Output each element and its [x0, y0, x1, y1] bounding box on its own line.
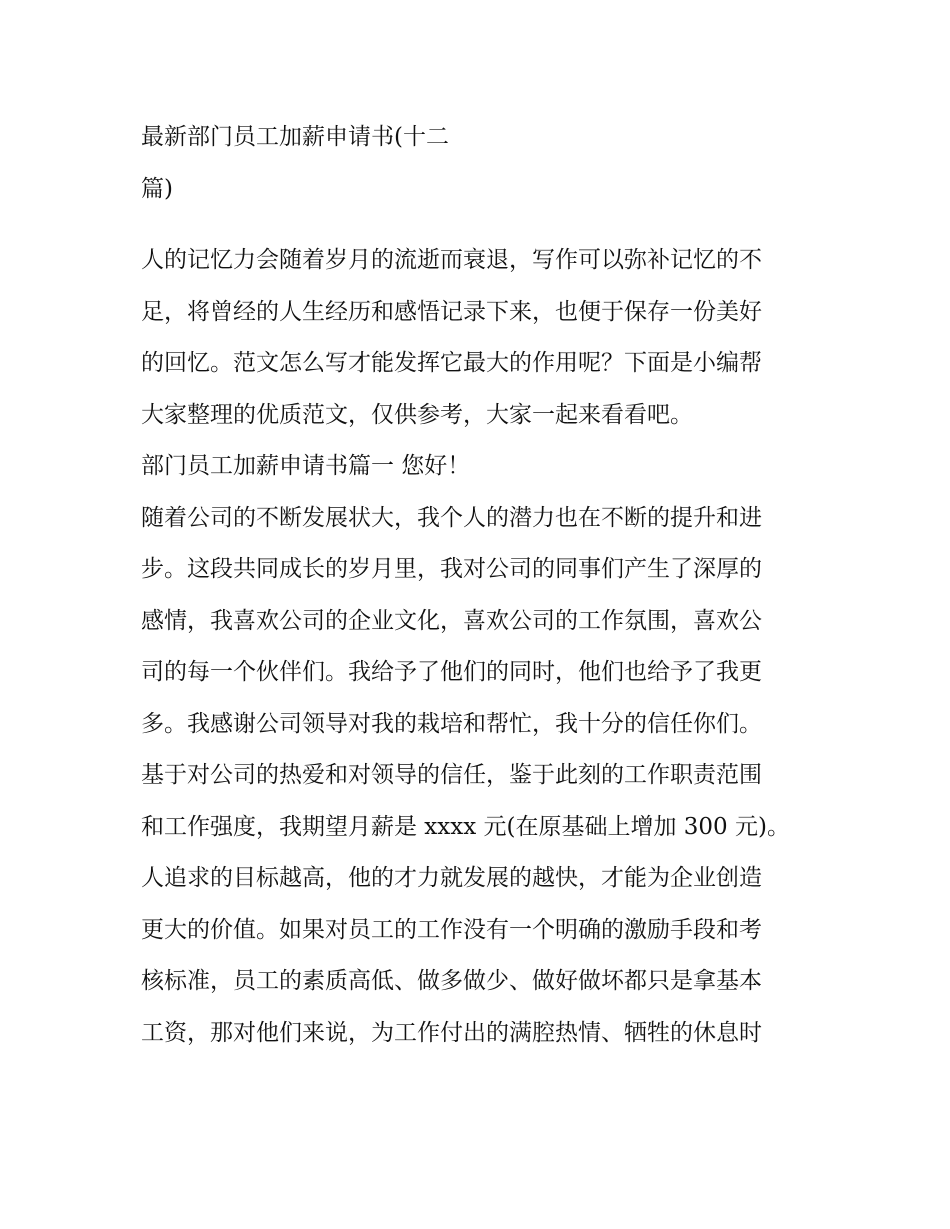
body-line: 随着公司的不断发展状大，我个人的潜力也在不断的提升和进 [141, 504, 762, 531]
document-title [141, 112, 813, 215]
body-line: 步。这段共同成长的岁月里，我对公司的同事们产生了深厚的 [141, 556, 762, 582]
body-line: 核标准，员工的素质高低、做多做少、做好做坏都只是拿基本 [141, 968, 762, 994]
body-line: 和工作强度，我期望月薪是 xxxx 元(在原基础上增加 300 元)。 [141, 813, 790, 840]
body-line: 更大的价值。如果对员工的工作没有一个明确的激励手段和考 [141, 916, 762, 943]
body-line: 的回忆。范文怎么写才能发挥它最大的作用呢？下面是小编帮 [141, 350, 762, 376]
section-heading-line: 部门员工加薪申请书篇一 您好！ [141, 453, 471, 479]
document-body [141, 235, 813, 1059]
body-line: 感情，我喜欢公司的企业文化，喜欢公司的工作氛围，喜欢公 [141, 607, 762, 634]
body-line: 人的记忆力会随着岁月的流逝而衰退，写作可以弥补记忆的不 [141, 247, 762, 273]
title-line-1: 最新部门员工加薪申请书(十二 [141, 124, 449, 150]
title-line-2: 篇) [141, 175, 173, 202]
body-line: 司的每一个伙伴们。我给予了他们的同时，他们也给予了我更 [141, 659, 762, 685]
document-content [141, 112, 813, 1059]
body-line: 基于对公司的热爱和对领导的信任，鉴于此刻的工作职责范围 [141, 762, 762, 788]
body-line: 大家整理的优质范文，仅供参考，大家一起来看看吧。 [141, 401, 693, 428]
body-line: 足，将曾经的人生经历和感悟记录下来，也便于保存一份美好 [141, 298, 762, 325]
body-line: 工资，那对他们来说，为工作付出的满腔热情、牺牲的休息时 [141, 1019, 762, 1046]
body-line: 多。我感谢公司领导对我的栽培和帮忙，我十分的信任你们。 [141, 710, 762, 737]
body-line: 人追求的目标越高，他的才力就发展的越快，才能为企业创造 [141, 865, 762, 891]
